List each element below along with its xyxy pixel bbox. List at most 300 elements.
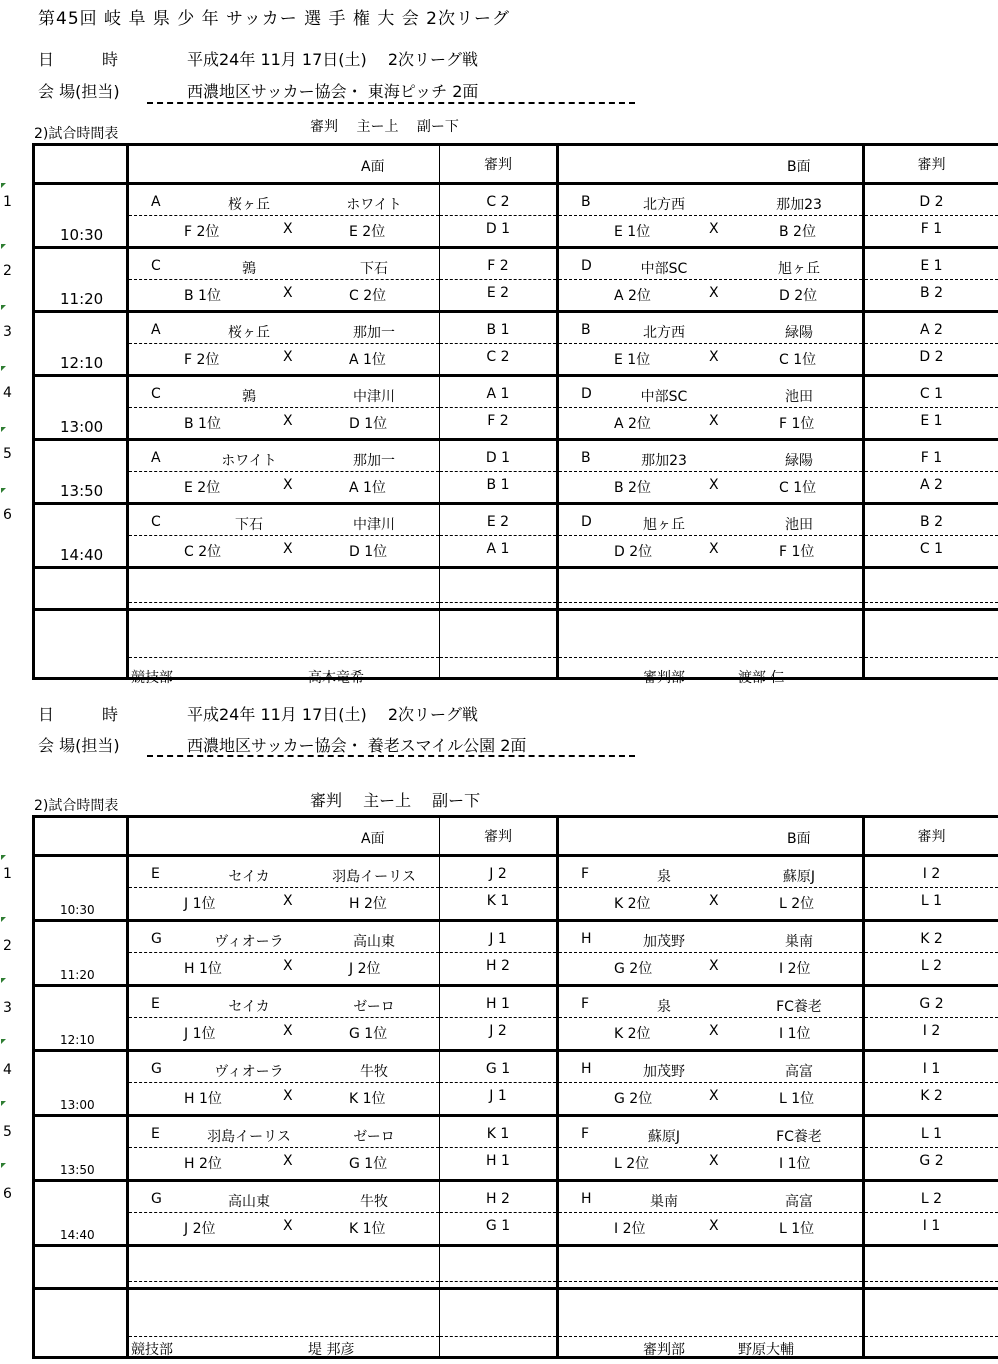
a-ref-cell	[440, 986, 558, 1051]
match-time: 14:40	[60, 1228, 95, 1242]
team1-name: 蘇原J	[647, 1129, 681, 1145]
row-number: 4	[3, 385, 12, 401]
seed1: B 1位	[184, 415, 221, 432]
time-cell	[34, 184, 128, 248]
team1-name: 北方西	[643, 197, 685, 213]
group-label: H	[581, 1191, 592, 1207]
table-header	[34, 817, 998, 856]
empty-cell	[34, 1246, 128, 1289]
ref-sub: H 1	[486, 1153, 510, 1169]
team1-name: ヴィオーラ	[214, 934, 284, 950]
a-ref-cell	[440, 184, 558, 248]
a-court-cell	[128, 248, 440, 312]
team2-name: ゼーロ	[353, 1129, 395, 1145]
group-label: G	[151, 1191, 162, 1207]
empty-cell	[864, 1246, 998, 1289]
seed1: I 2位	[614, 1221, 646, 1237]
group-label: D	[581, 258, 592, 274]
row-number: 3	[3, 324, 12, 340]
team2-name: ゼーロ	[353, 999, 395, 1015]
b-ref-cell	[864, 1116, 998, 1181]
ref-main: K 1	[440, 1117, 556, 1148]
group-label: C	[151, 258, 161, 274]
header-b-ref: 審判	[864, 145, 998, 184]
ref-main: F 1	[865, 441, 998, 472]
b-ref-cell	[864, 856, 998, 921]
a-ref-cell	[440, 440, 558, 504]
referee-note: 審判 主ー上 副ー下	[310, 791, 481, 810]
empty-cell	[128, 1289, 440, 1358]
vs-mark: X	[709, 412, 719, 429]
seed2: F 1位	[779, 415, 815, 432]
group-label: H	[581, 1061, 592, 1077]
venue-label: 会 場(担当)	[38, 82, 120, 101]
b-ref-cell	[864, 504, 998, 568]
referee-note: 審判 主ー上 副ー下	[310, 119, 459, 135]
empty-cell	[440, 568, 558, 610]
row-number: 1	[3, 866, 12, 882]
ref-main: K 2	[865, 922, 998, 953]
vs-mark: X	[283, 284, 293, 301]
empty-cell	[440, 610, 558, 679]
row-marker-icon	[1, 917, 6, 922]
b-court-cell	[558, 1116, 864, 1181]
seed2: G 1位	[349, 1156, 388, 1172]
empty-cell	[558, 568, 864, 610]
vs-mark: X	[283, 220, 293, 237]
a-ref-cell	[440, 504, 558, 568]
time-cell	[34, 856, 128, 921]
team2-name: 緑陽	[785, 325, 813, 341]
ref-sub: L 1	[920, 893, 943, 909]
row-marker-icon	[1, 1039, 6, 1044]
a-ref-cell	[440, 312, 558, 376]
team1-name: セイカ	[228, 999, 270, 1015]
ref-main: I 1	[865, 1052, 998, 1083]
ref-sub: I 2	[922, 1023, 941, 1039]
vs-mark: X	[283, 540, 293, 557]
ref-main: G 2	[865, 987, 998, 1018]
vs-mark: X	[709, 1088, 719, 1104]
group-label: E	[151, 996, 160, 1012]
time-cell	[34, 921, 128, 986]
b-court-cell	[558, 440, 864, 504]
ref-main: B 2	[865, 505, 998, 536]
row-number: 5	[3, 1124, 12, 1140]
team1-name: 桜ヶ丘	[228, 197, 270, 213]
header-b-court: B面	[558, 817, 864, 856]
footer-tech-label: 競技部	[131, 670, 173, 686]
team2-name: 那加23	[776, 197, 822, 213]
ref-main: H 2	[440, 1182, 556, 1213]
table-row	[34, 440, 998, 504]
seed2: A 1位	[349, 351, 386, 368]
seed2: D 1位	[349, 415, 388, 432]
ref-sub: E 1	[920, 412, 943, 429]
team1-name: 那加23	[641, 453, 687, 469]
a-court-cell	[128, 921, 440, 986]
team2-name: 巣南	[785, 934, 813, 950]
venue-value: 西濃地区サッカー協会・ 養老スマイル公園 2面	[187, 736, 527, 755]
empty-cell	[864, 610, 998, 679]
b-court-cell	[558, 986, 864, 1051]
group-label: B	[581, 194, 591, 210]
table-row	[34, 312, 998, 376]
b-ref-cell	[864, 1051, 998, 1116]
ref-main: B 1	[440, 313, 556, 344]
table-row	[34, 921, 998, 986]
ref-main: A 1	[440, 377, 556, 408]
a-ref-cell	[440, 856, 558, 921]
header-a-ref: 審判	[440, 817, 558, 856]
vs-mark: X	[709, 284, 719, 301]
group-label: G	[151, 1061, 162, 1077]
ref-main: E 2	[440, 505, 556, 536]
header-a-court: A面	[128, 817, 440, 856]
venue-label: 会 場(担当)	[38, 736, 120, 755]
table-row	[34, 1116, 998, 1181]
vs-mark: X	[709, 540, 719, 557]
seed2: E 2位	[349, 223, 386, 240]
schedule-table-2	[32, 815, 998, 1359]
match-time: 14:40	[60, 546, 104, 564]
time-cell	[34, 1051, 128, 1116]
vs-mark: X	[709, 1218, 719, 1234]
empty-cell	[558, 1289, 864, 1358]
table-row	[34, 986, 998, 1051]
b-ref-cell	[864, 376, 998, 440]
vs-mark: X	[283, 1218, 293, 1234]
match-time: 10:30	[60, 903, 95, 917]
seed1: A 2位	[614, 287, 651, 304]
venue-underline	[147, 102, 635, 104]
header-time	[34, 145, 128, 184]
team2-name: ホワイト	[346, 197, 402, 213]
group-label: B	[581, 450, 591, 466]
row-number: 6	[3, 1186, 12, 1202]
ref-sub: J 2	[489, 1023, 507, 1039]
team2-name: 緑陽	[785, 453, 813, 469]
seed2: J 2位	[349, 961, 381, 977]
table-header	[34, 145, 998, 184]
ref-sub: I 1	[922, 1218, 941, 1234]
team1-name: 旭ヶ丘	[643, 517, 685, 533]
ref-sub: E 2	[486, 284, 510, 301]
team1-name: 高山東	[228, 1194, 270, 1210]
group-label: B	[581, 322, 591, 338]
row-number: 5	[3, 446, 12, 462]
empty-row	[34, 1289, 998, 1358]
b-ref-cell	[864, 440, 998, 504]
team2-name: 那加一	[353, 453, 395, 469]
b-ref-cell	[864, 248, 998, 312]
team2-name: FC養老	[776, 1129, 822, 1145]
team1-name: セイカ	[228, 869, 270, 885]
team2-name: 旭ヶ丘	[778, 261, 820, 277]
team2-name: 牛牧	[360, 1064, 388, 1080]
seed2: I 1位	[779, 1026, 811, 1042]
a-ref-cell	[440, 921, 558, 986]
footer-tech-label: 競技部	[131, 1342, 173, 1358]
vs-mark: X	[283, 348, 293, 365]
seed1: E 1位	[614, 351, 651, 368]
ref-main: D 2	[865, 185, 998, 216]
footer-ref-label: 審判部	[643, 670, 685, 686]
vs-mark: X	[283, 1088, 293, 1104]
group-label: C	[151, 386, 161, 402]
b-court-cell	[558, 1181, 864, 1246]
seed2: L 2位	[779, 896, 815, 912]
team2-name: 高山東	[353, 934, 395, 950]
table-row	[34, 1181, 998, 1246]
seed2: D 1位	[349, 543, 388, 560]
seed2: C 1位	[779, 351, 817, 368]
page-title: 第45回 岐 阜 県 少 年 サッカー 選 手 権 大 会 2次リーグ	[38, 9, 510, 29]
team2-name: 下石	[360, 261, 388, 277]
team1-name: 羽島イーリス	[207, 1129, 291, 1145]
seed2: A 1位	[349, 479, 386, 496]
team2-name: 那加一	[353, 325, 395, 341]
ref-main: F 2	[440, 249, 556, 280]
team1-name: ヴィオーラ	[214, 1064, 284, 1080]
b-court-cell	[558, 248, 864, 312]
b-ref-cell	[864, 184, 998, 248]
a-court-cell	[128, 1181, 440, 1246]
vs-mark: X	[283, 958, 293, 974]
row-marker-icon	[1, 244, 6, 249]
a-ref-cell	[440, 376, 558, 440]
seed2: I 2位	[779, 961, 811, 977]
team1-name: 加茂野	[643, 934, 685, 950]
row-marker-icon	[1, 488, 6, 493]
a-court-cell	[128, 856, 440, 921]
seed1: K 2位	[614, 896, 651, 912]
empty-cell	[864, 568, 998, 610]
match-time: 11:20	[60, 968, 95, 982]
table-row	[34, 248, 998, 312]
group-label: F	[581, 1126, 590, 1142]
table-row	[34, 376, 998, 440]
ref-sub: D 1	[485, 220, 511, 237]
time-cell	[34, 312, 128, 376]
match-time: 13:50	[60, 1163, 95, 1177]
a-ref-cell	[440, 1116, 558, 1181]
match-time: 13:00	[60, 418, 104, 436]
team1-name: 桜ヶ丘	[228, 325, 270, 341]
a-court-cell	[128, 184, 440, 248]
empty-cell	[128, 610, 440, 679]
team2-name: FC養老	[776, 999, 822, 1015]
ref-sub: F 2	[487, 412, 509, 429]
ref-sub: A 2	[920, 476, 943, 493]
group-label: F	[581, 996, 590, 1012]
team1-name: 北方西	[643, 325, 685, 341]
empty-cell	[864, 1289, 998, 1358]
team1-name: ホワイト	[221, 453, 277, 469]
empty-cell	[34, 610, 128, 679]
ref-sub: D 2	[919, 348, 944, 365]
group-label: D	[581, 386, 592, 402]
team2-name: 高富	[785, 1064, 813, 1080]
ref-sub: B 2	[920, 284, 943, 301]
ref-sub: F 1	[920, 220, 943, 237]
vs-mark: X	[709, 348, 719, 365]
seed2: L 1位	[779, 1221, 815, 1237]
empty-cell	[558, 610, 864, 679]
empty-cell	[440, 1246, 558, 1289]
seed1: D 2位	[614, 543, 653, 560]
empty-cell	[440, 1289, 558, 1358]
a-court-cell	[128, 986, 440, 1051]
ref-sub: K 1	[486, 893, 510, 909]
ref-main: J 1	[440, 922, 556, 953]
b-ref-cell	[864, 921, 998, 986]
schedule-table-1	[32, 143, 998, 680]
ref-main: L 1	[865, 1117, 998, 1148]
seed1: H 1位	[184, 1091, 222, 1107]
vs-mark: X	[709, 958, 719, 974]
row-marker-icon	[1, 855, 6, 860]
vs-mark: X	[709, 893, 719, 909]
vs-mark: X	[283, 1023, 293, 1039]
time-cell	[34, 440, 128, 504]
seed2: F 1位	[779, 543, 815, 560]
b-court-cell	[558, 921, 864, 986]
footer-tech-name: 高木竜希	[308, 670, 364, 686]
seed1: B 2位	[614, 479, 651, 496]
team1-name: 鶉	[242, 261, 256, 277]
seed1: C 2位	[184, 543, 222, 560]
ref-main: I 2	[865, 857, 998, 888]
b-ref-cell	[864, 1181, 998, 1246]
header-time	[34, 817, 128, 856]
team2-name: 池田	[785, 389, 813, 405]
match-time: 13:00	[60, 1098, 95, 1112]
group-label: F	[581, 866, 590, 882]
time-cell	[34, 504, 128, 568]
footer-ref-label: 審判部	[643, 1342, 685, 1358]
seed2: L 1位	[779, 1091, 815, 1107]
row-marker-icon	[1, 1163, 6, 1168]
ref-main: C 2	[440, 185, 556, 216]
empty-cell	[34, 1289, 128, 1358]
ref-main: H 1	[440, 987, 556, 1018]
team1-name: 中部SC	[640, 261, 688, 277]
seed1: E 2位	[184, 479, 221, 496]
seed2: C 1位	[779, 479, 817, 496]
ref-main: G 1	[440, 1052, 556, 1083]
match-time: 11:20	[60, 290, 104, 308]
vs-mark: X	[283, 476, 293, 493]
table-row	[34, 504, 998, 568]
row-marker-icon	[1, 305, 6, 310]
team1-name: 泉	[657, 999, 671, 1015]
seed2: D 2位	[779, 287, 818, 304]
team1-name: 泉	[657, 869, 671, 885]
empty-cell	[128, 568, 440, 610]
vs-mark: X	[283, 893, 293, 909]
team2-name: 蘇原J	[782, 869, 816, 885]
b-court-cell	[558, 1051, 864, 1116]
vs-mark: X	[709, 1153, 719, 1169]
team1-name: 鶉	[242, 389, 256, 405]
seed2: K 1位	[349, 1091, 386, 1107]
seed2: G 1位	[349, 1026, 388, 1042]
seed1: A 2位	[614, 415, 651, 432]
seed2: I 1位	[779, 1156, 811, 1172]
empty-row	[34, 610, 998, 679]
ref-sub: K 2	[920, 1088, 943, 1104]
match-time: 12:10	[60, 1033, 95, 1047]
group-label: E	[151, 866, 160, 882]
seed1: B 1位	[184, 287, 221, 304]
row-number: 4	[3, 1062, 12, 1078]
seed1: J 2位	[184, 1221, 216, 1237]
ref-main: C 1	[865, 377, 998, 408]
footer-tech-name: 堤 邦彦	[308, 1342, 355, 1358]
vs-mark: X	[709, 476, 719, 493]
time-cell	[34, 1116, 128, 1181]
match-time: 12:10	[60, 354, 104, 372]
venue-value: 西濃地区サッカー協会・ 東海ピッチ 2面	[187, 82, 479, 101]
seed1: J 1位	[184, 896, 216, 912]
ref-sub: C 2	[486, 348, 510, 365]
team1-name: 下石	[235, 517, 263, 533]
group-label: G	[151, 931, 162, 947]
a-court-cell	[128, 504, 440, 568]
seed2: B 2位	[779, 223, 816, 240]
ref-sub: G 1	[485, 1218, 511, 1234]
header-a-court: A面	[128, 145, 440, 184]
row-marker-icon	[1, 427, 6, 432]
seed1: L 2位	[614, 1156, 650, 1172]
a-ref-cell	[440, 1181, 558, 1246]
group-label: A	[151, 194, 161, 210]
row-number: 6	[3, 507, 12, 523]
empty-cell	[34, 568, 128, 610]
b-court-cell	[558, 376, 864, 440]
match-time: 10:30	[60, 226, 104, 244]
row-number: 2	[3, 263, 12, 279]
a-court-cell	[128, 440, 440, 504]
group-label: C	[151, 514, 161, 530]
ref-main: L 2	[865, 1182, 998, 1213]
timetable-label: 2)試合時間表	[34, 126, 119, 142]
ref-sub: L 2	[920, 958, 943, 974]
table-row	[34, 1051, 998, 1116]
seed1: G 2位	[614, 1091, 653, 1107]
seed1: K 2位	[614, 1026, 651, 1042]
team2-name: 牛牧	[360, 1194, 388, 1210]
ref-sub: B 1	[486, 476, 510, 493]
seed1: H 1位	[184, 961, 222, 977]
header-a-ref: 審判	[440, 145, 558, 184]
vs-mark: X	[283, 412, 293, 429]
seed2: K 1位	[349, 1221, 386, 1237]
team1-name: 中部SC	[640, 389, 688, 405]
vs-mark: X	[709, 220, 719, 237]
footer-ref-name: 渡部 仁	[738, 670, 785, 686]
seed1: H 2位	[184, 1156, 222, 1172]
a-court-cell	[128, 312, 440, 376]
team2-name: 羽島イーリス	[332, 869, 416, 885]
date-value: 平成24年 11月 17日(土) 2次リーグ戦	[187, 705, 479, 724]
row-number: 2	[3, 938, 12, 954]
b-ref-cell	[864, 986, 998, 1051]
seed1: F 2位	[184, 351, 220, 368]
b-court-cell	[558, 312, 864, 376]
team1-name: 加茂野	[643, 1064, 685, 1080]
